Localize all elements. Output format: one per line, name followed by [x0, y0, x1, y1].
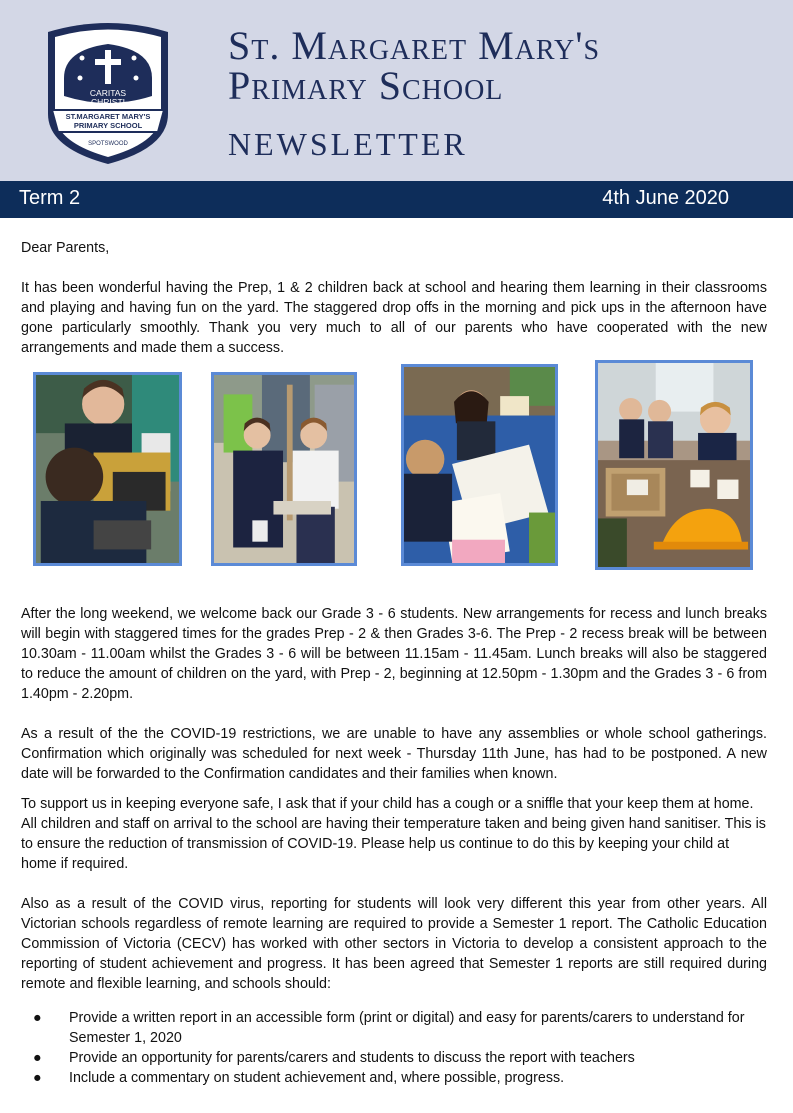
paragraph-break-times: After the long weekend, we welcome back our Grade 3 - 6 students. New arrangements for recess and lunch breaks will begin with staggered times for the grades Prep - 2 & then Grades 3-6. The Prep - 2 recess break will be between 10.30am - 11.00am whilst the Grades 3 - 6 will be between 11.15am - 11.45am. Lunch breaks will also be staggered to reduce the amount of children on the yard, with Prep - 2, beginning at 12.50pm - 1.30pm and the Grades 3 - 6 from 1.40pm - 2.20pm. [21, 606, 767, 702]
svg-text:ST.MARGARET MARY'S: ST.MARGARET MARY'S [65, 112, 151, 121]
photo-students-robotics [33, 372, 182, 566]
paragraph-keep-safe: To support us in keeping everyone safe, I ask that if your child has a cough or a sniffle that your keep them at home. All children and staff on arrival to the school are having their temperature taken and being given hand sanitiser. This is to ensure the reduction of transmission of COVID-19. Please help us continue to do this by keeping your child at home if required. [21, 796, 766, 872]
reporting-requirements-list [21, 1008, 767, 1088]
newsletter-title: NEWSLETTER [228, 126, 468, 162]
list-item: ● Provide a written report in an accessible form (print or digital) and easy for parents/carers to understand for Semester 1, 2020 [33, 1010, 745, 1046]
photo-students-drawing [401, 364, 558, 566]
paragraph-reporting: Also as a result of the COVID virus, reporting for students will look very different this year from other years. All Victorian schools regardless of remote learning are required to provide a Semester 1 report. The Catholic Education Commission of Victoria (CECV) has worked with other sectors in Victoria to develop a consistent approach to the reporting of student achievement and progress. It has been agreed that Semester 1 reports are still required during remote and flexible learning, and schools should: [21, 896, 767, 992]
photo-students-building [595, 360, 753, 570]
term-date-band [0, 181, 793, 218]
paragraph-return-to-school: It has been wonderful having the Prep, 1 & 2 children back at school and hearing them learning in their classrooms and playing and having fun on the yard. The staggered drop offs in the morning and pick ups in the afternoon have gone particularly smoothly. Thank you very much to all of our parents who have cooperated with the new arrangements and made them a success. [21, 280, 767, 356]
term-label: Term 2 [19, 187, 81, 209]
bullet-icon: ● [33, 1050, 42, 1066]
masthead [0, 0, 793, 181]
list-item: ● Provide an opportunity for parents/carers and students to discuss the report with teachers [33, 1050, 635, 1066]
svg-text:CARITAS: CARITAS [89, 88, 127, 98]
greeting: Dear Parents, [21, 240, 110, 256]
school-crest-logo [40, 18, 176, 166]
bullet-icon: ● [33, 1070, 42, 1086]
paragraph-covid-gatherings: As a result of the the COVID-19 restrictions, we are unable to have any assemblies or whole school gatherings. Confirmation which originally was scheduled for next week - Thursday 11th June, has had to be postponed. A new date will be forwarded to the Confirmation candidates and their families when known. [21, 726, 767, 782]
photo-strip [21, 364, 767, 602]
school-name [228, 23, 601, 108]
svg-text:CHRISTI: CHRISTI [91, 97, 125, 107]
list-item: ● Include a commentary on student achievement and, where possible, progress. [33, 1070, 565, 1086]
school-name-line-2: Primary School [228, 63, 504, 108]
bullet-icon: ● [33, 1010, 42, 1026]
svg-text:SPOTSWOOD: SPOTSWOOD [88, 141, 128, 147]
newsletter-body [21, 238, 767, 1088]
photo-two-students-craft [211, 372, 357, 566]
issue-date: 4th June 2020 [602, 187, 729, 209]
svg-text:PRIMARY SCHOOL: PRIMARY SCHOOL [73, 121, 143, 130]
school-name-line-1: St. Margaret Mary's [228, 23, 601, 68]
